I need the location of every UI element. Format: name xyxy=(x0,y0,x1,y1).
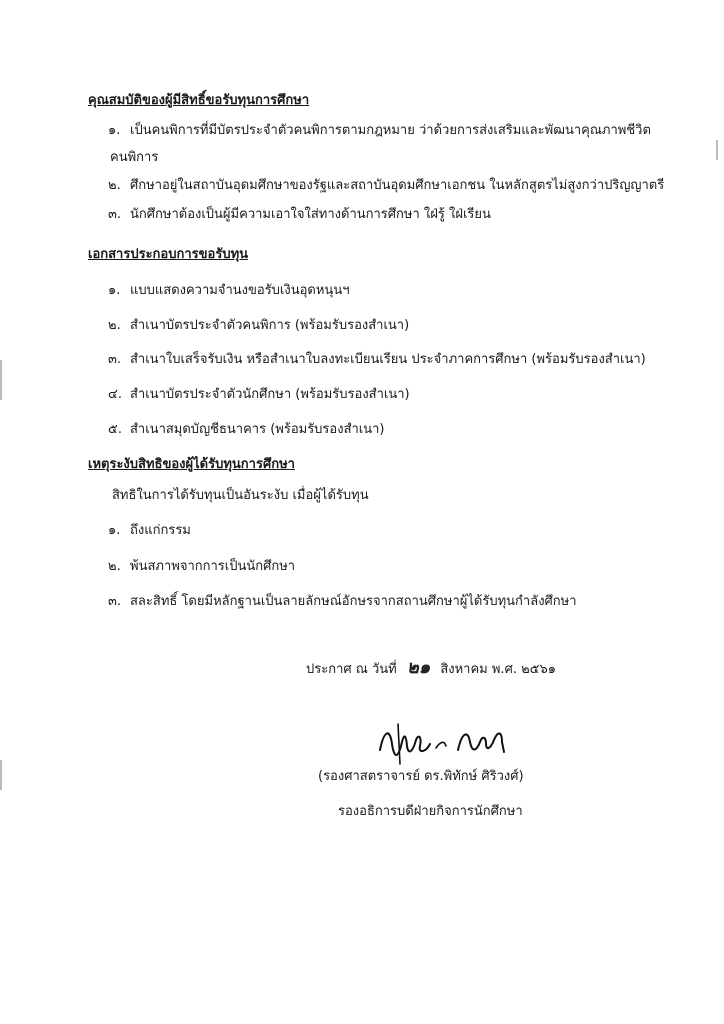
list-item xyxy=(108,122,651,140)
item-text: ถึงแก่กรรม xyxy=(130,523,191,538)
item-text: พ้นสภาพจากการเป็นนักศึกษา xyxy=(130,559,296,574)
item-text: สำเนาใบเสร็จรับเงิน หรือสำเนาใบลงทะเบียนเรียน ประจำภาคการศึกษา (พร้อมรับรองสำเนา) xyxy=(130,352,646,367)
handwritten-signature xyxy=(376,720,516,768)
item-number: ๒. xyxy=(108,178,121,193)
list-item xyxy=(108,177,664,195)
section-heading-documents: เอกสารประกอบการขอรับทุน xyxy=(88,247,249,262)
item-text: เป็นคนพิการที่มีบัตรประจำตัวคนพิการตามกฎหมาย ว่าด้วยการส่งเสริมและพัฒนาคุณภาพชีวิต xyxy=(130,123,651,138)
item-number: ๑. xyxy=(108,123,121,138)
announcement-day: ๒๑ xyxy=(406,657,431,678)
list-item xyxy=(108,558,295,576)
item-text: สำเนาบัตรประจำตัวคนพิการ (พร้อมรับรองสำเนา) xyxy=(130,318,410,333)
announcement-prefix: ประกาศ ณ วันที่ xyxy=(306,662,397,677)
list-item-continuation: คนพิการ xyxy=(110,150,159,165)
list-item xyxy=(108,593,577,611)
item-text: แบบแสดงความจำนงขอรับเงินอุดหนุนฯ xyxy=(130,283,350,298)
signatory-position: รองอธิการบดีฝ่ายกิจการนักศึกษา xyxy=(338,804,523,819)
list-item xyxy=(108,206,491,224)
item-number: ๑. xyxy=(108,283,121,298)
item-number: ๔. xyxy=(108,387,122,402)
scan-edge-mark xyxy=(716,140,718,160)
item-text: สำเนาบัตรประจำตัวนักศึกษา (พร้อมรับรองสำเนา) xyxy=(130,387,410,402)
list-item xyxy=(108,522,191,540)
item-text: นักศึกษาต้องเป็นผู้มีความเอาใจใส่ทางด้านการศึกษา ใฝ่รู้ ใฝ่เรียน xyxy=(130,207,491,222)
list-item xyxy=(108,351,646,369)
section-intro: สิทธิในการได้รับทุนเป็นอันระงับ เมื่อผู้ได้รับทุน xyxy=(112,488,369,503)
scan-edge-mark xyxy=(0,360,2,400)
item-number: ๑. xyxy=(108,523,121,538)
list-item xyxy=(108,386,410,404)
scan-edge-mark xyxy=(0,760,2,790)
item-number: ๒. xyxy=(108,559,121,574)
list-item xyxy=(108,421,385,439)
item-number: ๕. xyxy=(108,422,122,437)
section-heading-eligibility: คุณสมบัติของผู้มีสิทธิ์ขอรับทุนการศึกษา xyxy=(88,93,310,108)
item-text: สละสิทธิ์ โดยมีหลักฐานเป็นลายลักษณ์อักษรจากสถานศึกษาผู้ได้รับทุนกำลังศึกษา xyxy=(130,594,577,609)
item-number: ๓. xyxy=(108,207,122,222)
announcement-month-year: สิงหาคม พ.ศ. ๒๕๖๑ xyxy=(440,662,556,677)
list-item xyxy=(108,282,350,300)
signatory-name: (รองศาสตราจารย์ ดร.พิทักษ์ ศิริวงศ์) xyxy=(318,769,524,784)
section-heading-termination: เหตุระงับสิทธิของผู้ได้รับทุนการศึกษา xyxy=(88,457,295,472)
list-item xyxy=(108,317,409,335)
item-number: ๒. xyxy=(108,318,121,333)
announcement-date xyxy=(306,659,556,679)
item-number: ๓. xyxy=(108,594,122,609)
item-number: ๓. xyxy=(108,352,122,367)
item-text: ศึกษาอยู่ในสถาบันอุดมศึกษาของรัฐและสถาบันอุดมศึกษาเอกชน ในหลักสูตรไม่สูงกว่าปริญญาตรี xyxy=(130,178,665,193)
item-text: สำเนาสมุดบัญชีธนาคาร (พร้อมรับรองสำเนา) xyxy=(130,422,385,437)
